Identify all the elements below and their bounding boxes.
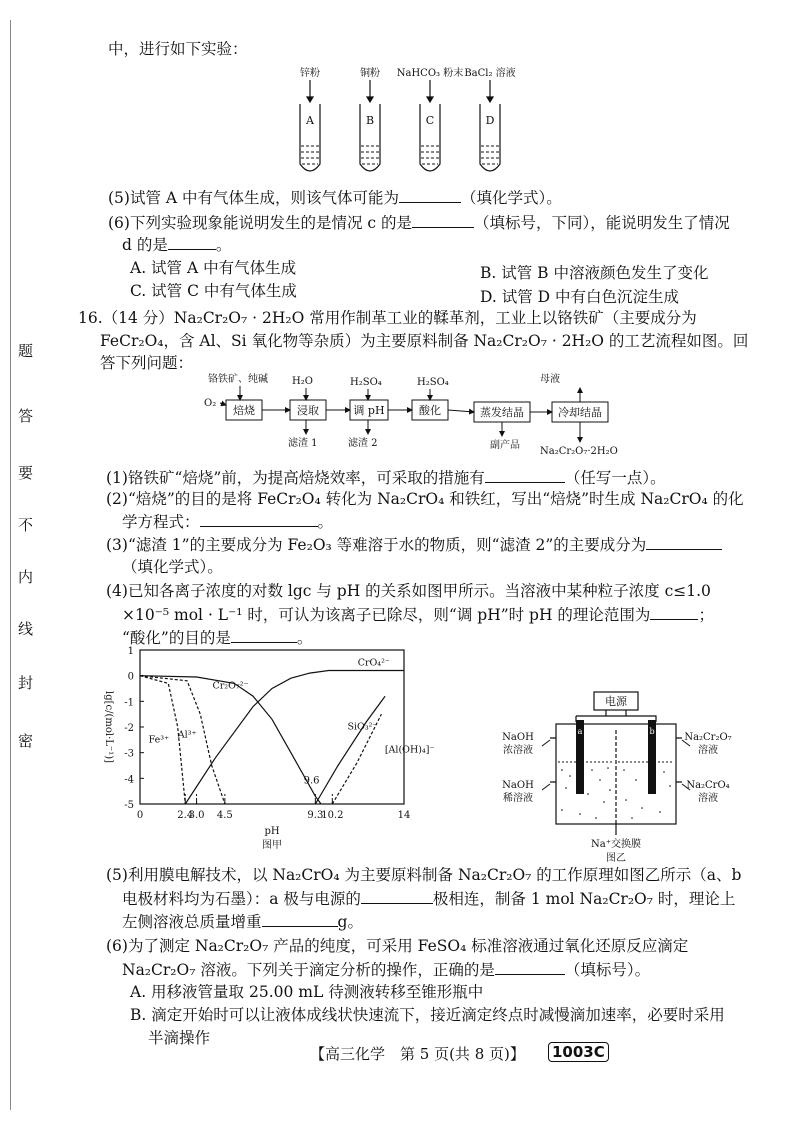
power-label: 电源 — [605, 695, 627, 708]
p5-text-b: 极相连，制备 1 mol Na₂Cr₂O₇ 时，理论上 — [432, 890, 736, 908]
q5a-text: (5)试管 A 中有气体生成，则该气体可能为 — [108, 189, 400, 207]
p4-acid-tail: 。 — [296, 629, 313, 647]
p5-blank-mass[interactable] — [262, 910, 338, 927]
option-6-d: D. 试管 D 中有白色沉淀生成 — [480, 288, 680, 306]
flow-input-acid2: H₂SO₄ — [417, 377, 449, 388]
x-tick-label: 9.3 — [307, 810, 324, 821]
p6-line2 — [122, 958, 650, 981]
flow-input-ore: 铬铁矿、纯碱 — [208, 374, 268, 385]
flow-step-leach-label: 浸取 — [297, 404, 319, 417]
y-tick-label: -4 — [124, 774, 134, 786]
y-tick-label: -1 — [124, 697, 134, 709]
q16-line2: FeCr₂O₄，含 Al、Si 氧化物等杂质）为主要原料制备 Na₂Cr₂O₇ · 2H₂O 的工艺流程如图。回 — [100, 332, 749, 350]
flow-residue2: 滤渣 2 — [348, 438, 378, 449]
seal-char: 内 — [18, 568, 34, 586]
p3-line1 — [106, 533, 722, 556]
p1-text: (1)铬铁矿“焙烧”前，为提高焙烧效率，可采取的措施有 — [106, 469, 485, 487]
q6a-d-text: d 的是 — [122, 236, 168, 254]
series-label: Al³⁺ — [177, 729, 197, 741]
intro-text: 中，进行如下实验： — [108, 40, 248, 58]
p2-text: 学方程式： — [122, 513, 200, 531]
option-6-c: C. 试管 C 中有气体生成 — [130, 282, 297, 300]
power-wires — [576, 716, 656, 722]
flow-product: Na₂Cr₂O₇·2H₂O — [540, 446, 618, 457]
flow-input-o2: O₂ — [204, 398, 217, 409]
x-tick-label: 3.0 — [188, 810, 205, 821]
seal-char: 答 — [18, 407, 34, 425]
test-tubes-figure — [280, 64, 540, 182]
p6-option-b-line2: 半滴操作 — [148, 1029, 211, 1047]
p6-option-a: A. 用移液管量取 25.00 mL 待测液转移至锥形瓶中 — [130, 983, 484, 1001]
left-bot-label-2: 稀溶液 — [503, 793, 533, 804]
chart-title: 图甲 — [262, 840, 282, 851]
seal-char: 密 — [18, 732, 34, 750]
y-axis-label: lg[c/(mol·L⁻¹)] — [103, 691, 114, 763]
q6a-line2 — [122, 233, 231, 256]
p3-blank[interactable] — [646, 533, 722, 550]
p5-line2 — [122, 887, 735, 910]
membrane-label: Na⁺交换膜 — [591, 839, 641, 850]
left-top-label-2: 浓溶液 — [503, 745, 533, 756]
q6a-blank-c[interactable] — [412, 211, 474, 228]
p6-line1: (6)为了测定 Na₂Cr₂O₇ 产品的纯度，可采用 FeSO₄ 标准溶液通过氧化还原反应滴定 — [106, 937, 689, 955]
flow-input-acid1: H₂SO₄ — [350, 377, 382, 388]
q6a-d-tail: 。 — [215, 236, 232, 254]
p4-tail: ； — [698, 606, 714, 624]
p2-line2 — [122, 510, 333, 533]
series-line — [315, 696, 385, 804]
p5-line1: (5)利用膜电解技术，以 Na₂CrO₄ 为主要原料制备 Na₂Cr₂O₇ 的工作原理如图乙所示（a、b — [106, 866, 742, 884]
x-tick-label: 10.2 — [321, 810, 344, 821]
exam-code: 1003C — [548, 1042, 609, 1062]
y-tick-label: -2 — [124, 723, 134, 734]
flow-input-water: H₂O — [292, 376, 313, 387]
tube-c-label: C — [425, 114, 435, 127]
p4-blank-ph[interactable] — [650, 603, 698, 620]
x-tick-label: 4.5 — [216, 810, 233, 821]
series-label: Cr₂O₇²⁻ — [212, 680, 249, 692]
p5-line3 — [122, 910, 363, 933]
p5-blank-pole[interactable] — [361, 887, 433, 904]
right-bot-label-1: Na₂CrO₄ — [686, 780, 730, 791]
p4-line1: (4)已知各离子浓度的对数 lgc 与 pH 的关系如图甲所示。当溶液中某种粒子浓度 c≤1.0 — [106, 582, 711, 600]
p2-tail: 。 — [317, 513, 334, 531]
p6-option-b-line1: B. 滴定开始时可以让液体成线状快速流下，接近滴定终点时减慢滴加速率，必要时采用 — [130, 1006, 725, 1024]
y-tick-label: -5 — [124, 800, 134, 811]
q5a-tail: （填化学式）。 — [461, 189, 562, 207]
seal-line — [10, 20, 11, 1110]
p6-text: Na₂Cr₂O₇ 溶液。下列关于滴定分析的操作，正确的是 — [122, 961, 495, 979]
p6-blank[interactable] — [495, 958, 565, 975]
exam-code-wrap — [548, 1043, 609, 1061]
p5-text-mass: 左侧溶液总质量增重 — [122, 913, 262, 931]
electrolysis-cell-figure — [496, 690, 736, 865]
series-label: Fe³⁺ — [148, 734, 170, 746]
flow-step-ph-label: 调 pH — [353, 404, 385, 417]
flow-step-cool-label: 冷却结晶 — [558, 406, 602, 419]
seal-char: 要 — [18, 464, 34, 482]
left-top-label-1: NaOH — [502, 732, 534, 743]
tube-c-reagent: NaHCO₃ 粉末 — [396, 68, 464, 79]
q6a-blank-d[interactable] — [168, 233, 216, 250]
y-tick-label: 0 — [127, 671, 134, 683]
p4-text-acid: “酸化”的目的是 — [122, 629, 231, 647]
right-top-label-1: Na₂Cr₂O₇ — [684, 732, 732, 743]
seal-char: 封 — [18, 674, 34, 692]
p4-blank-acid[interactable] — [231, 626, 297, 643]
x-axis-label: pH — [264, 826, 280, 837]
flow-step-evap-label: 蒸发结晶 — [480, 406, 524, 419]
x-tick-label: 14 — [397, 810, 411, 821]
y-tick-label: 1 — [127, 646, 134, 657]
q6a-text-b: （填标号，下同），能说明发生了情况 — [474, 214, 730, 232]
flow-mother-liquor: 母液 — [540, 374, 560, 385]
p3-line2: （填化学式）。 — [122, 558, 223, 576]
tube-b-reagent: 铜粉 — [360, 68, 380, 79]
flow-byproduct: 副产品 — [490, 440, 520, 451]
electrode-a-label: a — [577, 727, 583, 736]
lgc-ph-chart — [92, 642, 435, 862]
right-bot-label-2: 溶液 — [698, 793, 718, 804]
tube-d-reagent: BaCl₂ 溶液 — [464, 68, 516, 79]
right-top-label-2: 溶液 — [698, 745, 718, 756]
flow-step-roast-label: 焙烧 — [233, 404, 255, 417]
series-label: SiO₃²⁻ — [347, 721, 378, 733]
p1-tail: （任写一点）。 — [564, 469, 666, 487]
p5-mass-tail: g。 — [337, 913, 363, 931]
intersection-annotation: 9.6 — [303, 775, 320, 787]
tube-b-label: B — [365, 114, 375, 127]
q16-line1: 16.（14 分）Na₂Cr₂O₇ · 2H₂O 常用作制革工业的鞣革剂，工业上以铬铁矿（主要成分为 — [78, 309, 697, 327]
tube-a-reagent: 锌粉 — [300, 68, 320, 79]
seal-char: 线 — [18, 620, 34, 638]
x-tick-label: 0 — [136, 810, 144, 821]
q6a-text: (6)下列实验现象能说明发生的是情况 c 的是 — [108, 214, 412, 232]
p1 — [106, 466, 666, 489]
seal-char: 题 — [18, 342, 34, 360]
y-tick-label: -3 — [124, 748, 134, 760]
p4-line2 — [122, 603, 714, 626]
p2-blank[interactable] — [200, 510, 318, 527]
page-footer: 【高三化学 第 5 页(共 8 页)】 — [310, 1045, 525, 1063]
seal-char: 不 — [18, 516, 34, 534]
flow-residue1: 滤渣 1 — [288, 438, 318, 449]
x-tick-label: 2.4 — [177, 810, 194, 821]
process-flowchart — [200, 372, 620, 462]
flow-step-acidify-label: 酸化 — [419, 404, 441, 417]
q6a-line1 — [108, 211, 730, 234]
q16-line3: 答下列问题： — [100, 354, 194, 372]
tube-a-label: A — [306, 114, 314, 127]
p3-text: (3)“滤渣 1”的主要成分为 Fe₂O₃ 等难溶于水的物质，则“滤渣 2”的主要成分为 — [106, 536, 647, 554]
series-label: CrO₄²⁻ — [357, 657, 390, 669]
p4-text: ×10⁻⁵ mol · L⁻¹ 时，可认为该离子已除尽，则“调 pH”时 pH 的理论范围为 — [122, 606, 651, 624]
q5a-blank[interactable] — [399, 186, 461, 203]
left-bot-label-1: NaOH — [502, 780, 534, 791]
figure-b-caption: 图乙 — [606, 853, 626, 864]
p5-text: 电极材料均为石墨）：a 极与电源的 — [122, 890, 361, 908]
p6-tail: （填标号）。 — [564, 961, 651, 979]
p1-blank[interactable] — [485, 466, 565, 483]
p2-line1: (2)“焙烧”的目的是将 FeCr₂O₄ 转化为 Na₂CrO₄ 和铁红，写出“焙烧”时生成 Na₂CrO₄ 的化 — [106, 490, 744, 508]
q5a — [108, 186, 562, 209]
option-6-b: B. 试管 B 中溶液颜色发生了变化 — [480, 264, 709, 282]
tube-d-label: D — [485, 114, 495, 127]
electrode-b-label: b — [649, 727, 655, 736]
series-label: [Al(OH)₄]⁻ — [384, 744, 435, 756]
option-6-a: A. 试管 A 中有气体生成 — [130, 259, 297, 277]
